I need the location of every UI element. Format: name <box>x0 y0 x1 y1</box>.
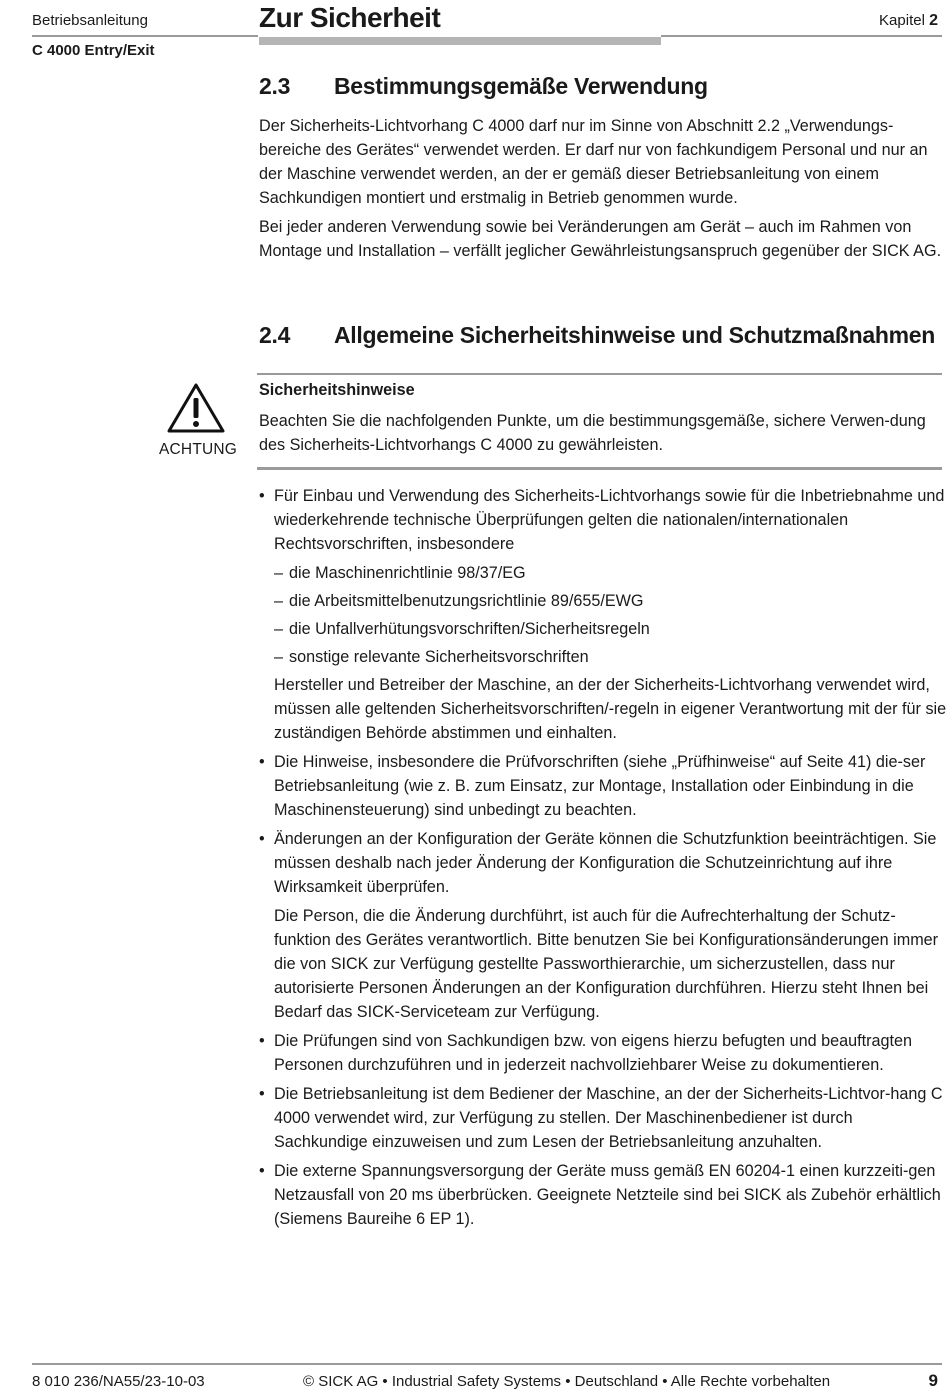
footer-doc-number: 8 010 236/NA55/23-10-03 <box>32 1373 205 1390</box>
header-doc-type: Betriebsanleitung <box>32 12 148 29</box>
footer-copyright: © SICK AG • Industrial Safety Systems • Deutschland • Alle Rechte vorbehalten <box>303 1373 831 1390</box>
list-item: • Die externe Spannungsversorgung der Geräte muss gemäß EN 60204-1 einen kurzzeiti-gen Netzausfall von 20 ms überbrücken. Geeignete Netzteile sind bei SICK als Zubehör erhältlich (Siemens Baureihe 6 EP 1). <box>259 1159 949 1231</box>
list-item-continuation: Die Person, die die Änderung durchführt, ist auch für die Aufrechterhaltung der Schutz-funktion des Gerätes verantwortlich. Bitte benutzen Sie bei Konfigurationsänderungen immer die von SICK zur Verfügung gestellte Passworthierarchie, um sicherzustellen, dass nur autorisierte Personen Änderungen an der Konfiguration durchführen. Hierzu steht Ihnen bei Bedarf das SICK-Serviceteam zur Verfügung. <box>274 907 939 1021</box>
warning-rule-top <box>257 373 942 375</box>
section-title: Bestimmungsgemäße Verwendung <box>334 73 708 99</box>
sub-list-item: – die Unfallverhütungsvorschriften/Sicherheitsregeln <box>259 617 949 641</box>
section-2-3-heading <box>259 73 708 100</box>
list-item-continuation: Hersteller und Betreiber der Maschine, an der der Sicherheits-Lichtvorhang verwendet wird, müssen alle geltenden Sicherheitsvorschriften/-regeln in eigener Verantwortung mit der für sie zuständigen Behörde abstimmen und einhalten. <box>274 676 947 742</box>
section-number: 2.4 <box>259 322 291 348</box>
safety-bullet-list <box>259 484 949 1236</box>
header-rule-title <box>259 37 661 45</box>
chapter-label: Kapitel <box>879 12 925 29</box>
warning-triangle-icon <box>166 382 226 434</box>
sub-list-item: – die Maschinenrichtlinie 98/37/EG <box>259 561 949 585</box>
list-item: • Die Prüfungen sind von Sachkundigen bzw. von eigens hierzu befugten und beauftragten Personen durchzuführen und in jederzeit nachvollziehbarer Weise zu dokumentieren. <box>259 1029 949 1077</box>
page-number: 9 <box>928 1371 938 1390</box>
section-2-3-paragraph-1: Der Sicherheits-Lichtvorhang C 4000 darf nur im Sinne von Abschnitt 2.2 „Verwendungs-bereiche des Gerätes“ verwendet werden. Er darf nur von fachkundigem Personal und nur an der Maschine verwendet werden, an der er gemäß dieser Betriebsanleitung von einem Sachkundigen montiert und erstmalig in Betrieb genommen wurde. <box>259 117 928 207</box>
page-title: Zur Sicherheit <box>259 2 441 33</box>
list-item: • Änderungen an der Konfiguration der Geräte können die Schutzfunktion beeinträchtigen. Sie müssen deshalb nach jeder Änderung der Konfiguration die Schutzeinrichtung auf ihre Wirksamkeit überprüfen. <box>259 827 949 899</box>
section-2-4-heading <box>259 322 935 349</box>
sub-list-item: – die Arbeitsmittelbenutzungsrichtlinie 89/655/EWG <box>259 589 949 613</box>
warning-rule-bottom <box>257 467 942 470</box>
chapter-number: 2 <box>929 12 938 29</box>
header-chapter <box>879 12 938 30</box>
header-rule-left <box>32 35 258 37</box>
list-item: • Für Einbau und Verwendung des Sicherheits-Lichtvorhangs sowie für die Inbetriebnahme und wiederkehrende technische Überprüfungen gelten die nationalen/internationalen Rechtsvorschriften, insbesondere <box>259 484 949 556</box>
list-item: • Die Hinweise, insbesondere die Prüfvorschriften (siehe „Prüfhinweise“ auf Seite 41) die-ser Betriebsanleitung (wie z. B. zum Einsatz, zur Montage, Installation oder Einbindung in die Maschinensteuerung) sind unbedingt zu beachten. <box>259 750 949 822</box>
header-product: C 4000 Entry/Exit <box>32 42 155 59</box>
section-2-3-paragraph-2: Bei jeder anderen Verwendung sowie bei Veränderungen am Gerät – auch im Rahmen von Montage und Installation – verfällt jeglicher Gewährleistungsanspruch gegenüber der SICK AG. <box>259 218 942 260</box>
section-title: Allgemeine Sicherheitshinweise und Schutzmaßnahmen <box>334 322 936 348</box>
warning-text: Beachten Sie die nachfolgenden Punkte, um die bestimmungsgemäße, sichere Verwen-dung des Sicherheits-Lichtvorhangs C 4000 zu gewährleisten. <box>259 412 926 454</box>
section-number: 2.3 <box>259 73 291 99</box>
warning-label: ACHTUNG <box>159 441 238 458</box>
sub-list-item: – sonstige relevante Sicherheitsvorschriften <box>259 645 949 669</box>
list-item: • Die Betriebsanleitung ist dem Bediener der Maschine, an der der Sicherheits-Lichtvor-hang C 4000 verwendet wird, zur Verfügung zu stellen. Der Maschinenbediener ist durch Sachkundige einzuweisen und zum Lesen der Betriebsanleitung anzuhalten. <box>259 1082 949 1154</box>
warning-subheading: Sicherheitshinweise <box>259 381 415 399</box>
footer-rule <box>32 1363 942 1365</box>
header-rule-right <box>661 35 942 37</box>
